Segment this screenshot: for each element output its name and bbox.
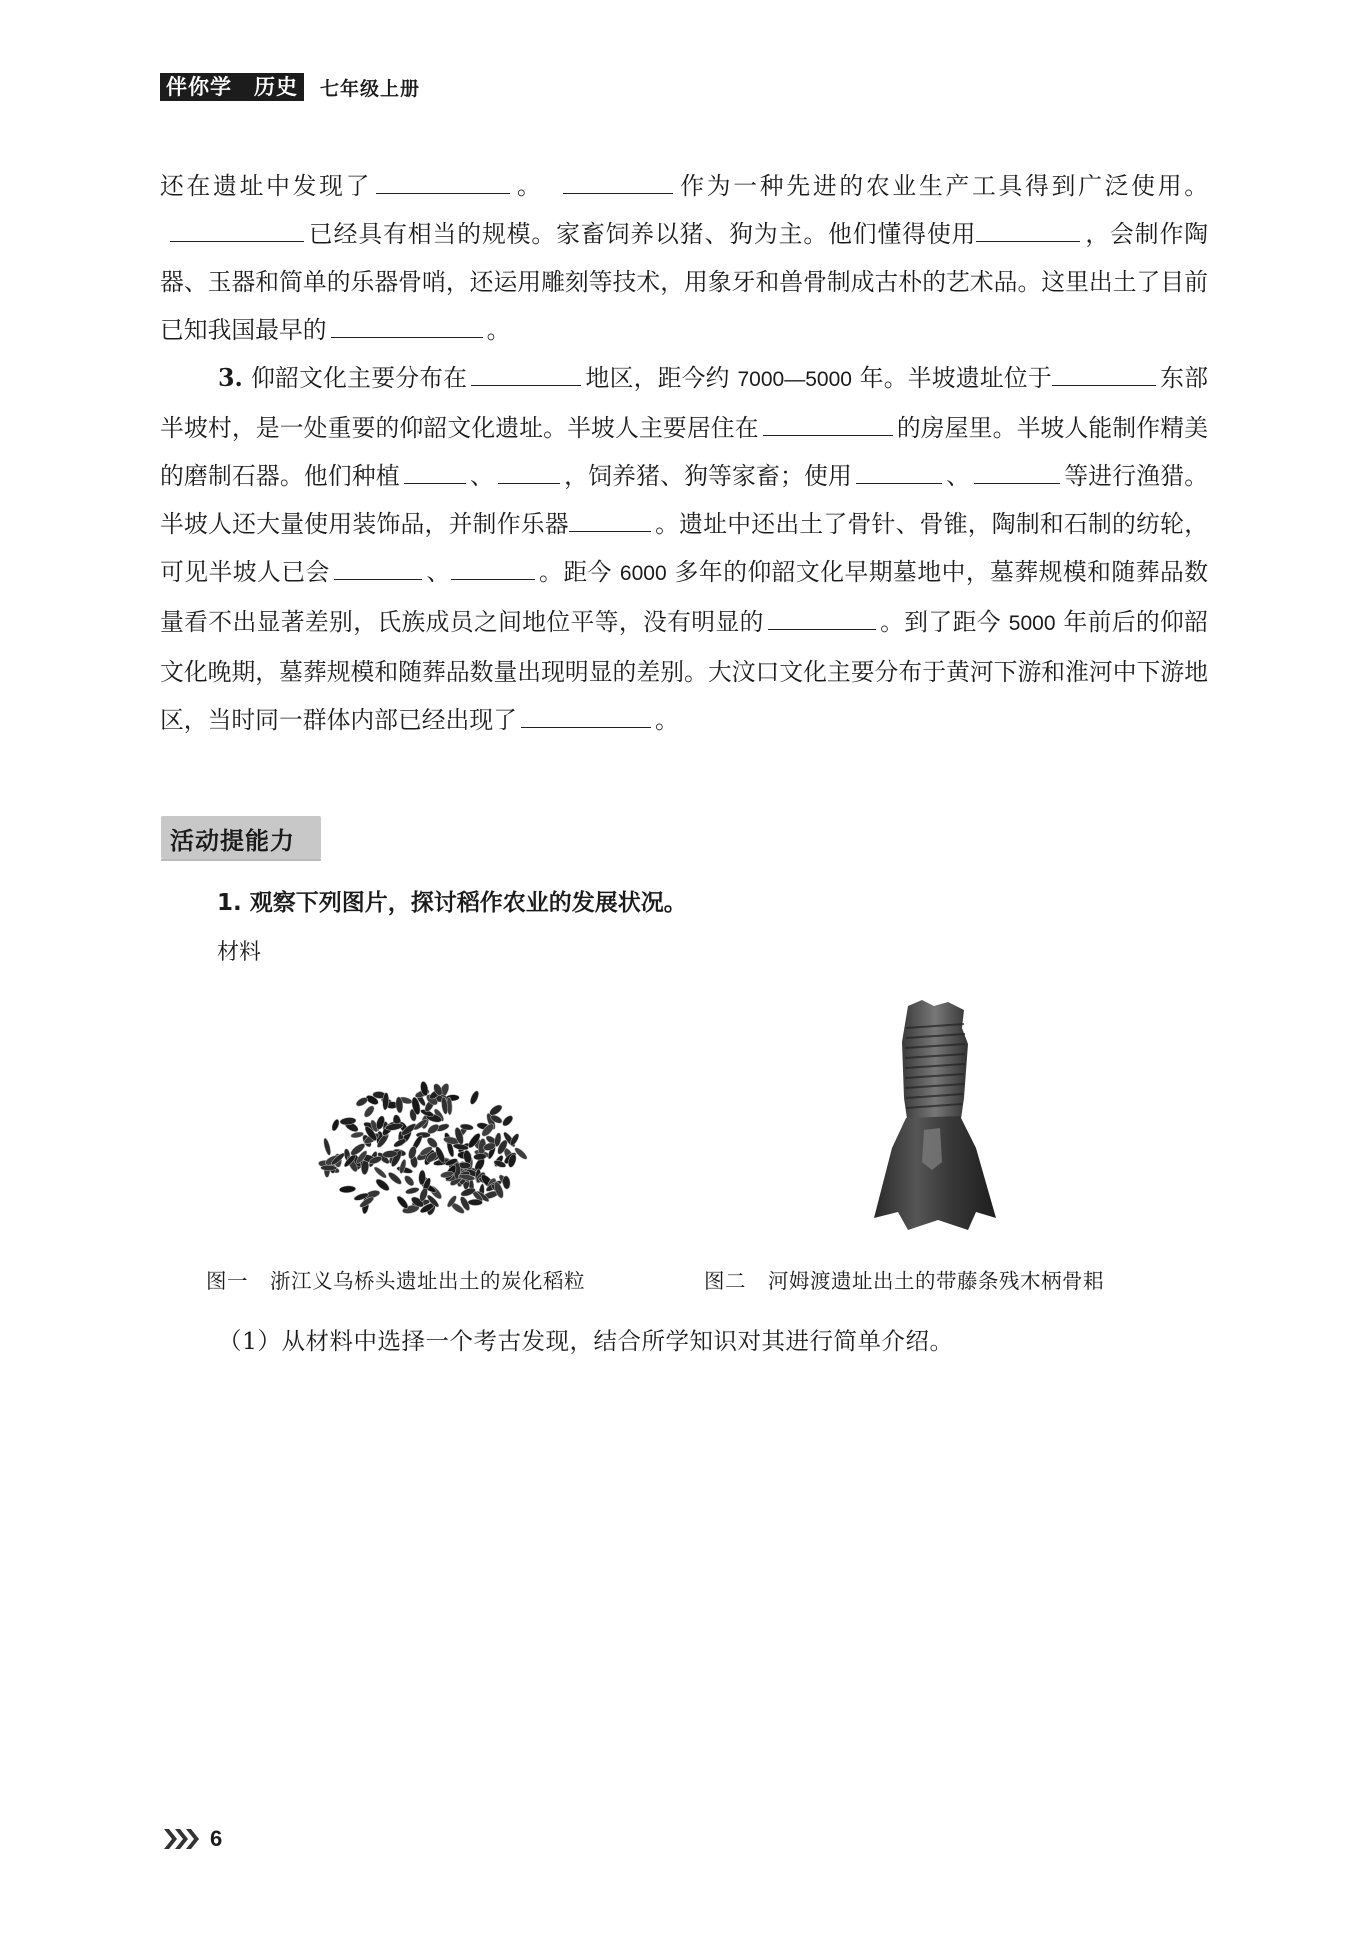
- fill-blank[interactable]: [376, 163, 510, 194]
- page-footer: [162, 1826, 222, 1852]
- fill-blank[interactable]: [334, 549, 422, 580]
- fill-blank[interactable]: [1052, 355, 1156, 386]
- section-tab: [161, 816, 321, 859]
- paragraph-hemudu: 还在遗址中发现了 。 作为一种先进的农业生产工具得到广泛使用。已经具有相当的规模。家畜饲养以猪、狗为主。他们懂得使用 ，会制作陶器、玉器和简单的乐器骨哨，还运用雕刻等技术，用象牙和兽骨制成古朴的艺术品。这里出土了目前已知我国最早的 。: [160, 162, 1208, 354]
- paragraph-yangshao: 3. 仰韶文化主要分布在 地区，距今约 7000—5000 年。半坡遗址位于 东部半坡村，是一处重要的仰韶文化遗址。半坡人主要居住在 的房屋里。半坡人能制作精美的磨制石器。他们种植 、 ，饲养猪、狗等家畜；使用 、 等进行渔猎。半坡人还大量使用装饰品，并制作乐器 。遗址中还出土了骨针、骨锥，陶制和石制的纺轮，可见半坡人已会 、 。距今 6000 多年的仰韶文化早期墓地中，墓葬规模和随葬品数量看不出显著差别，氏族成员之间地位平等，没有明显的 。到了距今 5000 年前后的仰韶文化晚期，墓葬规模和随葬品数量出现明显的差别。大汶口文化主要分布于黄河下游和淮河中下游地区，当时同一群体内部已经出现了 。: [160, 354, 1208, 744]
- main-text: [160, 162, 1208, 744]
- page-number: 6: [210, 1826, 223, 1851]
- fill-blank[interactable]: [768, 599, 876, 630]
- bone-spade-image: [868, 998, 1002, 1234]
- fill-blank[interactable]: [563, 163, 673, 194]
- fill-blank[interactable]: [763, 405, 893, 436]
- fill-blank[interactable]: [471, 355, 581, 386]
- book-title: 七年级上册: [320, 77, 421, 100]
- fill-blank[interactable]: [331, 307, 483, 338]
- figure-2-caption: 图二 河姆渡遗址出土的带藤条残木柄骨耜: [704, 1269, 1104, 1293]
- carbonized-rice-image: [314, 1070, 530, 1230]
- question-number: 3.: [218, 364, 243, 392]
- fill-blank[interactable]: [498, 453, 560, 484]
- chevrons-icon: [162, 1826, 202, 1852]
- section-divider: [161, 859, 321, 861]
- fill-blank[interactable]: [569, 501, 651, 532]
- fill-blank[interactable]: [974, 453, 1060, 484]
- fill-blank[interactable]: [404, 453, 466, 484]
- material-label: 材料: [217, 940, 262, 965]
- fill-blank[interactable]: [521, 697, 651, 728]
- series-badge: 伴你学 历史: [160, 73, 304, 101]
- figure-1-caption: 图一 浙江义乌桥头遗址出土的炭化稻粒: [206, 1269, 585, 1293]
- page-header: [160, 72, 420, 102]
- sub-question-1: （1）从材料中选择一个考古发现，结合所学知识对其进行简单介绍。: [218, 1327, 954, 1355]
- fill-blank[interactable]: [451, 549, 535, 580]
- section-title: 活动提能力: [170, 827, 295, 855]
- fill-blank[interactable]: [856, 453, 942, 484]
- fill-blank[interactable]: [976, 211, 1080, 242]
- activity-question-1: 1. 观察下列图片，探讨稻作农业的发展状况。: [217, 890, 687, 916]
- fill-blank[interactable]: [170, 211, 304, 242]
